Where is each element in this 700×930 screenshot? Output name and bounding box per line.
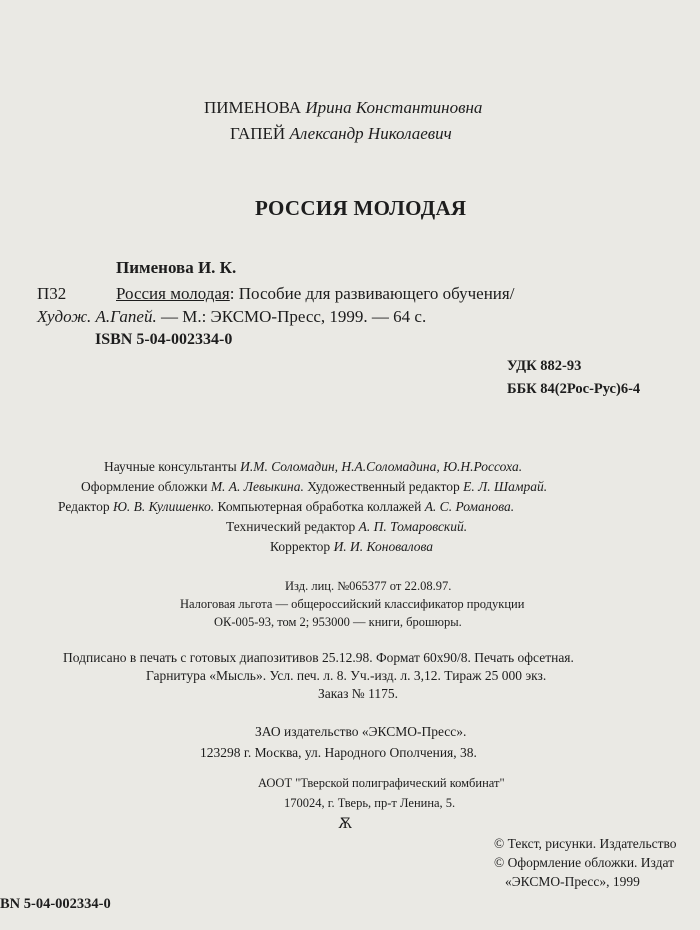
author-1-given-names: Ирина Константиновна	[301, 98, 483, 117]
catalog-illustrator: Худож. А.Гапей.	[37, 307, 157, 326]
print-signed: Подписано в печать с готовых диапозитивов 25.12.98. Формат 60х90/8. Печать офсетная.	[63, 650, 574, 665]
catalog-line-1	[116, 284, 514, 304]
credits-consultants	[104, 459, 522, 475]
credits-editor-label: Редактор	[58, 499, 113, 514]
credits-editor-and-collage	[58, 499, 514, 515]
credits-proofreader-label: Корректор	[270, 539, 334, 554]
author-1-surname: ПИМЕНОВА	[204, 98, 302, 117]
author-2-given-names: Александр Николаевич	[285, 124, 452, 143]
credits-tech-editor	[226, 519, 467, 535]
credits-cover-name: М. А. Левыкина.	[210, 479, 304, 494]
bbk-code: ББК 84(2Рос-Рус)6-4	[507, 381, 641, 397]
credits-tech-editor-name: А. П. Томаровский.	[358, 519, 468, 534]
catalog-line-1-text: : Пособие для развивающего обучения/	[229, 284, 515, 303]
printer-name: АООТ "Тверской полиграфический комбинат"	[258, 776, 505, 790]
credits-tech-editor-label: Технический редактор	[226, 519, 359, 534]
print-typeface: Гарнитура «Мысль». Усл. печ. л. 8. Уч.-изд. л. 3,12. Тираж 25 000 экз.	[146, 668, 547, 683]
credits-cover-label: Оформление обложки	[81, 479, 211, 494]
credits-collage-label: Компьютерная обработка коллажей	[214, 499, 425, 514]
print-order: Заказ № 1175.	[318, 686, 398, 701]
copyright-cover: © Оформление обложки. Издат	[494, 855, 675, 870]
copyright-publisher: «ЭКСМО-Пресс», 1999	[505, 874, 640, 889]
credits-proofreader	[270, 539, 433, 555]
credits-collage-name: А. С. Романова.	[424, 499, 515, 514]
catalog-code: П32	[37, 284, 67, 303]
credits-editor-name: Ю. В. Кулишенко.	[112, 499, 215, 514]
credits-art-editor-label: Художественный редактор	[303, 479, 464, 494]
credits-consultants-label: Научные консультанты	[104, 459, 241, 474]
classifier-code: ОК-005-93, том 2; 953000 — книги, брошюры.	[214, 615, 462, 629]
credits-consultants-names: И.М. Соломадин, Н.А.Соломадина, Ю.Н.Россоха.	[240, 459, 523, 474]
printer-address: 170024, г. Тверь, пр-т Ленина, 5.	[284, 796, 456, 810]
author-2-surname: ГАПЕЙ	[230, 124, 286, 143]
catalog-line-2	[37, 307, 426, 327]
publisher-address: 123298 г. Москва, ул. Народного Ополчения, 38.	[200, 745, 477, 760]
credits-proofreader-name: И. И. Коновалова	[333, 539, 434, 554]
license-number: Изд. лиц. №065377 от 22.08.97.	[285, 579, 452, 593]
tax-benefit: Налоговая льгота — общероссийский классификатор продукции	[180, 597, 525, 611]
book-title: РОССИЯ МОЛОДАЯ	[255, 196, 467, 220]
credits-art-editor-name: Е. Л. Шамрай.	[463, 479, 548, 494]
author-line-2	[230, 124, 452, 144]
credits-cover-and-art	[81, 479, 547, 495]
catalog-imprint: — М.: ЭКСМО-Пресс, 1999. — 64 с.	[156, 307, 427, 326]
catalog-heading: Пименова И. К.	[116, 258, 237, 277]
author-line-1	[204, 98, 482, 118]
udk-code: УДК 882-93	[507, 358, 582, 374]
catalog-isbn: ISBN 5-04-002334-0	[95, 331, 233, 348]
catalog-title-link[interactable]: Россия молодая	[116, 284, 230, 303]
bottom-isbn: BN 5-04-002334-0	[0, 896, 111, 912]
copyright-text: © Текст, рисунки. Издательство	[494, 836, 677, 851]
printer-logo-icon: Ѫ	[338, 815, 353, 832]
publisher-name: ЗАО издательство «ЭКСМО-Пресс».	[255, 724, 467, 739]
